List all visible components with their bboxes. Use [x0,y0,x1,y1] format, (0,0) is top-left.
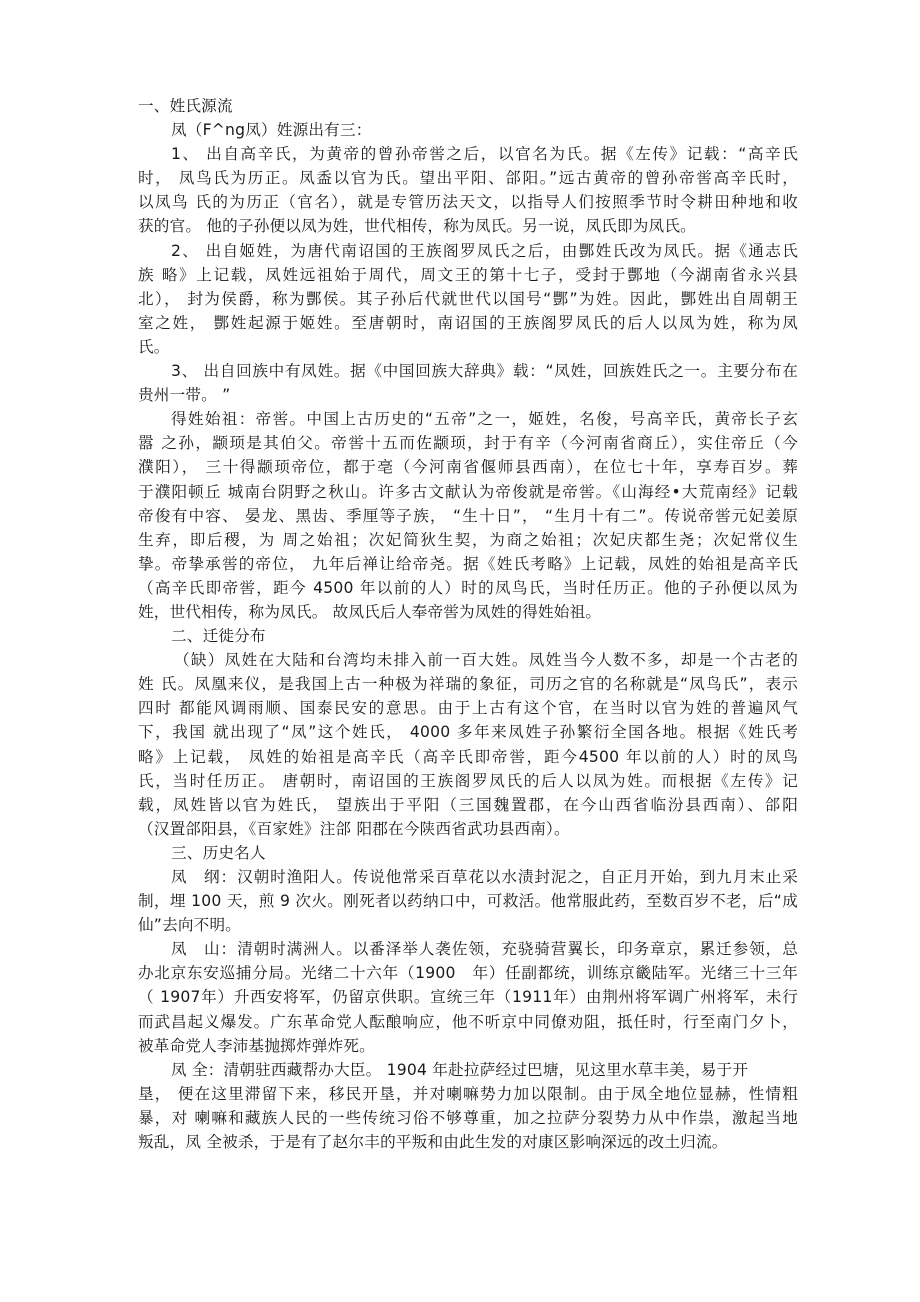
paragraph-line: 姓，世代相传，称为凤氏。 故凤氏后人奉帝喾为凤姓的得姓始祖。 [138,602,602,621]
paragraph-line: 而武昌起义爆发。广东革命党人酝酿响应，他不听京中同僚劝阻，抵任时，行至南门夕卜， [138,1012,798,1031]
paragraph-line: 办北京东安巡捕分局。光绪二十六年（1900 年）任副都统，训练京畿陆军。光绪三十三年 [138,964,798,983]
paragraph-line: 被革命党人李沛基抛掷炸弹炸死。 [138,1036,375,1055]
paragraph-line: 获的官。 他的子孙便以凤为姓，世代相传，称为凤氏。另一说，凤氏即为凤氏。 [138,217,696,236]
section-heading: 三、历史名人 [171,843,266,862]
paragraph-line: 贵州一带。 ” [138,386,231,405]
paragraph-line: 得姓始祖：帝喾。中国上古历史的“五帝”之一，姬姓，名俊，号高辛氏，黄帝长子玄 [171,410,798,429]
paragraph-line: 凤（F^ng凤）姓源出有三： [171,121,372,140]
paragraph-line: 略》上记载， 凤姓的始祖是高辛氏（高辛氏即帝喾，距今4500 年以前的人）时的凤鸟 [138,747,798,766]
section-heading: 一、姓氏源流 [138,97,233,115]
paragraph-line: 制，埋 100 天，煎 9 次火。刚死者以药纳口中，可救活。他常服此药，至数百岁不老，后“成 [138,892,798,911]
paragraph-line: 垦， 便在这里滞留下来，移民开垦，并对喇嘛势力加以限制。由于凤全地位显赫，性情粗 [138,1084,798,1103]
paragraph-line: 叛乱，凤 全被杀，于是有了赵尔丰的平叛和由此生发的对康区影响深远的改土归流。 [138,1133,728,1152]
paragraph-line: 仙”去向不明。 [138,916,242,935]
paragraph-line: 室之姓， 酆姓起源于姬姓。至唐朝时，南诏国的王族阁罗凤氏的后人以凤为姓，称为凤 [138,313,798,332]
paragraph-line: 凤 全：清朝驻西藏帮办大臣。 1904 年赴拉萨经过巴塘，见这里水草丰美，易于开 [171,1060,749,1079]
paragraph-line: 于濮阳顿丘 城南台阴野之秋山。许多古文献认为帝俊就是帝喾。《山海经•大荒南经》记载 [138,482,798,501]
paragraph-line: 嚣 之孙，颛顼是其伯父。帝喾十五而佐颛顼，封于有辛（今河南省商丘），实住帝丘（今 [138,434,798,453]
paragraph-line: 氏，当时任历正。 唐朝时，南诏国的王族阁罗凤氏的后人以凤为姓。而根据《左传》记 [138,771,798,790]
paragraph-line: 2、 出自姬姓，为唐代南诏国的王族阁罗凤氏之后，由酆姓氏改为凤氏。据《通志氏 [171,241,798,260]
paragraph-line: 族 略》上记载，凤姓远祖始于周代，周文王的第十七子，受封于酆地（今湖南省永兴县 [138,265,798,284]
paragraph-line: 姓 氏。凤凰来仪，是我国上古一种极为祥瑞的象征，司历之官的名称就是“凤鸟氏”，表示 [138,675,798,694]
paragraph-line: 帝俊有中容、 晏龙、黑齿、季厘等子族， “生十日”， “生月十有二”。传说帝喾元妃姜原 [138,506,798,525]
paragraph-line: 凤 山：清朝时满洲人。以番泽举人袭佐领，充骁骑营翼长，印务章京，累迁参领，总 [171,940,798,959]
paragraph-line: 生弃，即后稷，为 周之始祖；次妃简狄生契，为商之始祖；次妃庆都生尧；次妃常仪生 [138,530,798,549]
paragraph-line: 四时 都能风调雨顺、国泰民安的意思。由于上古有这个官，在当时以官为姓的普遍风气 [138,699,798,718]
paragraph-line: 1、 出自高辛氏，为黄帝的曾孙帝喾之后，以官名为氏。据《左传》记载：“高辛氏 [171,145,798,164]
paragraph-line: 载，凤姓皆以官为姓氏， 望族出于平阳（三国魏置郡，在今山西省临汾县西南）、郃阳 [138,795,798,814]
paragraph-line: （ 1907年）升西安将军，仍留京供职。宣统三年（1911年）由荆州将军调广州将军，未行 [138,988,798,1007]
paragraph-line: 暴，对 喇嘛和藏族人民的一些传统习俗不够尊重，加之拉萨分裂势力从中作祟，激起当地 [138,1108,798,1127]
paragraph-line: 濮阳）， 三十得颛顼帝位，都于亳（今河南省偃师县西南），在位七十年，享寿百岁。葬 [138,458,798,477]
section-heading: 二、迁徙分布 [171,627,266,646]
paragraph-line: 氏。 [138,337,170,356]
paragraph-line: （高辛氏即帝喾，距今 4500 年以前的人）时的凤鸟氏，当时任历正。他的子孙便以凤为 [138,578,798,597]
paragraph-line: 3、 出自回族中有凤姓。据《中国回族大辞典》载：“凤姓，回族姓氏之一。主要分布在 [171,362,798,381]
paragraph-line: 时， 凤鸟氏为历正。凤盉以官为氏。望出平阳、郃阳。”远古黄帝的曾孙帝喾高辛氏时， [138,169,798,188]
paragraph-line: 挚。帝挚承喾的帝位， 九年后禅让给帝尧。据《姓氏考略》上记载，凤姓的始祖是高辛氏 [138,554,798,573]
paragraph-line: （汉置郃阳县，《百家姓》注郃 阳郡在今陕西省武功县西南）。 [138,819,570,838]
paragraph-line: 北）， 封为侯爵，称为酆侯。其子孙后代就世代以国号“酆”为姓。因此，酆姓出自周朝王 [138,289,798,308]
paragraph-line: 下，我国 就出现了“凤”这个姓氏， 4000 多年来凤姓子孙繁衍全国各地。根据《姓氏考 [138,723,798,742]
paragraph-line: 以凤鸟 氏的为历正（官名），就是专管历法天文，以指导人们按照季节时令耕田种地和收 [138,193,798,212]
document-page [138,94,798,1154]
paragraph-line: （缺）凤姓在大陆和台湾均未排入前一百大姓。凤姓当今人数不多，却是一个古老的 [174,651,798,670]
paragraph-line: 凤 纲：汉朝时渔阳人。传说他常采百草花以水渍封泥之，自正月开始，到九月末止采 [171,868,798,886]
